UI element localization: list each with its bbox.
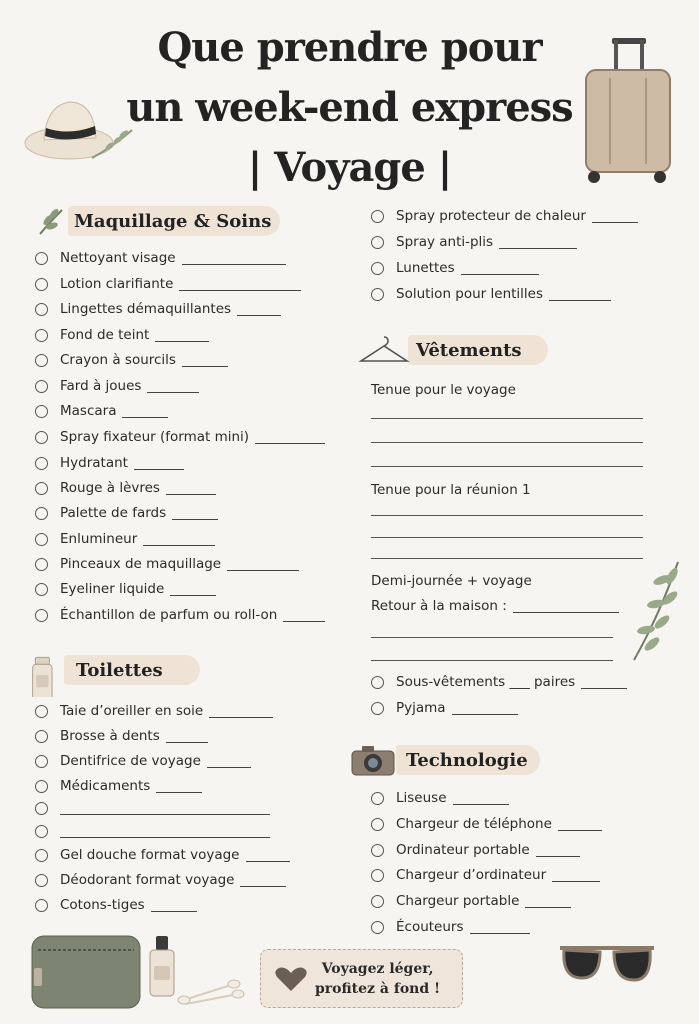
checklist-item[interactable]: Médicaments (35, 776, 202, 796)
checkbox[interactable] (35, 354, 48, 367)
checklist-item[interactable]: Spray fixateur (format mini) (35, 427, 325, 447)
hanger-icon (358, 333, 410, 367)
checklist-item[interactable]: Fard à joues (35, 376, 199, 396)
sunglasses-icon (556, 940, 658, 992)
checklist-item[interactable]: Chargeur portable (371, 891, 571, 911)
title-line-1: Que prendre pour (157, 24, 542, 71)
checklist-item[interactable]: Lingettes démaquillantes (35, 299, 281, 319)
checkbox[interactable] (35, 874, 48, 887)
checklist-item[interactable]: Mascara (35, 401, 168, 421)
checkbox[interactable] (371, 869, 384, 882)
section-title-maquillage: Maquillage & Soins (74, 210, 272, 232)
checkbox[interactable] (35, 558, 48, 571)
checkbox[interactable] (35, 380, 48, 393)
checkbox[interactable] (371, 288, 384, 301)
checkbox[interactable] (35, 507, 48, 520)
checkbox[interactable] (371, 844, 384, 857)
checklist-item[interactable]: Pinceaux de maquillage (35, 554, 299, 574)
suitcase-icon (580, 36, 675, 186)
checkbox[interactable] (371, 792, 384, 805)
demi-journee-label: Demi-journée + voyage (371, 573, 532, 589)
checklist-item[interactable]: Solution pour lentilles (371, 284, 611, 304)
checklist-item[interactable]: Déodorant format voyage (35, 870, 286, 890)
checkbox[interactable] (35, 252, 48, 265)
checkbox[interactable] (35, 730, 48, 743)
checkbox[interactable] (35, 482, 48, 495)
section-header-maquillage (34, 204, 280, 238)
perfume-bottle-icon (147, 934, 177, 1000)
checkbox[interactable] (35, 583, 48, 596)
write-line[interactable] (371, 558, 643, 559)
title-line-3: | Voyage | (247, 144, 452, 191)
checklist-item[interactable]: Gel douche format voyage (35, 845, 290, 865)
checklist-item[interactable]: Eyeliner liquide (35, 579, 216, 599)
section-title-vetements: Vêtements (416, 339, 522, 361)
checklist-item[interactable]: Écouteurs (371, 917, 530, 937)
checklist-item[interactable]: Chargeur de téléphone (371, 814, 602, 834)
section-header-vetements (358, 333, 548, 367)
section-header-toilettes (30, 653, 200, 687)
camera-icon (350, 743, 396, 777)
checklist-item[interactable]: Palette de fards (35, 503, 218, 523)
checklist-item[interactable]: Crayon à sourcils (35, 350, 228, 370)
write-line[interactable] (371, 660, 613, 661)
checkbox[interactable] (35, 849, 48, 862)
checklist-item[interactable]: Brosse à dents (35, 726, 208, 746)
checklist-item[interactable]: Hydratant (35, 453, 184, 473)
checkbox[interactable] (35, 405, 48, 418)
checklist-item[interactable]: Échantillon de parfum ou roll-on (35, 605, 325, 625)
toiletry-bag-icon (30, 928, 142, 1012)
checklist-item[interactable]: Lunettes (371, 258, 539, 278)
write-line[interactable] (371, 637, 613, 638)
checkbox[interactable] (371, 818, 384, 831)
checklist-item-blank[interactable] (35, 821, 270, 841)
checklist-item[interactable]: Liseuse (371, 788, 509, 808)
tenue-reunion-label: Tenue pour la réunion 1 (371, 482, 531, 498)
checkbox[interactable] (35, 329, 48, 342)
cotton-swab-icon (176, 974, 246, 1010)
checkbox[interactable] (371, 921, 384, 934)
checkbox[interactable] (371, 210, 384, 223)
heart-icon (271, 964, 311, 994)
write-line[interactable] (371, 466, 643, 467)
footer-text: Voyagez léger, profitez à fond ! (315, 960, 441, 997)
checkbox[interactable] (371, 895, 384, 908)
retour-label: Retour à la maison : (371, 596, 619, 616)
hat-icon (14, 88, 134, 174)
checkbox[interactable] (35, 802, 48, 815)
title-line-2: un week-end express (126, 84, 573, 131)
checklist-item[interactable]: Sous-vêtements ___ paires (371, 672, 627, 692)
section-title-toilettes: Toilettes (76, 659, 163, 681)
checkbox[interactable] (35, 899, 48, 912)
checkbox[interactable] (35, 825, 48, 838)
checklist-item[interactable]: Spray anti-plis (371, 232, 577, 252)
checkbox[interactable] (35, 705, 48, 718)
checklist-item[interactable]: Spray protecteur de chaleur (371, 206, 638, 226)
checklist-item[interactable]: Lotion clarifiante (35, 274, 301, 294)
checklist-item-blank[interactable] (35, 798, 270, 818)
checklist-item[interactable]: Rouge à lèvres (35, 478, 216, 498)
leaf-icon (34, 204, 68, 238)
checkbox[interactable] (35, 609, 48, 622)
checklist-item[interactable]: Fond de teint (35, 325, 209, 345)
checkbox[interactable] (371, 236, 384, 249)
checklist-item[interactable]: Enlumineur (35, 529, 215, 549)
checkbox[interactable] (35, 431, 48, 444)
checkbox[interactable] (35, 533, 48, 546)
checklist-item[interactable]: Dentifrice de voyage (35, 751, 251, 771)
write-line[interactable] (371, 515, 643, 516)
checklist-item[interactable]: Taie d’oreiller en soie (35, 701, 273, 721)
write-line[interactable] (371, 537, 643, 538)
write-line[interactable] (371, 442, 643, 443)
footer-quote-box (260, 949, 463, 1008)
bottle-icon (30, 637, 60, 697)
checkbox[interactable] (371, 702, 384, 715)
checkbox[interactable] (35, 303, 48, 316)
checklist-item[interactable]: Chargeur d’ordinateur (371, 865, 600, 885)
checkbox[interactable] (371, 676, 384, 689)
checklist-item[interactable]: Pyjama (371, 698, 518, 718)
checklist-item[interactable]: Nettoyant visage (35, 248, 286, 268)
write-line[interactable] (371, 418, 643, 419)
section-header-technologie (350, 743, 540, 777)
checkbox[interactable] (35, 278, 48, 291)
checklist-item[interactable]: Ordinateur portable (371, 840, 580, 860)
branch-icon (628, 558, 688, 664)
checkbox[interactable] (35, 457, 48, 470)
section-title-technologie: Technologie (406, 749, 528, 771)
checkbox[interactable] (35, 780, 48, 793)
checkbox[interactable] (371, 262, 384, 275)
tenue-voyage-label: Tenue pour le voyage (371, 382, 516, 398)
checkbox[interactable] (35, 755, 48, 768)
checklist-item[interactable]: Cotons-tiges (35, 895, 197, 915)
